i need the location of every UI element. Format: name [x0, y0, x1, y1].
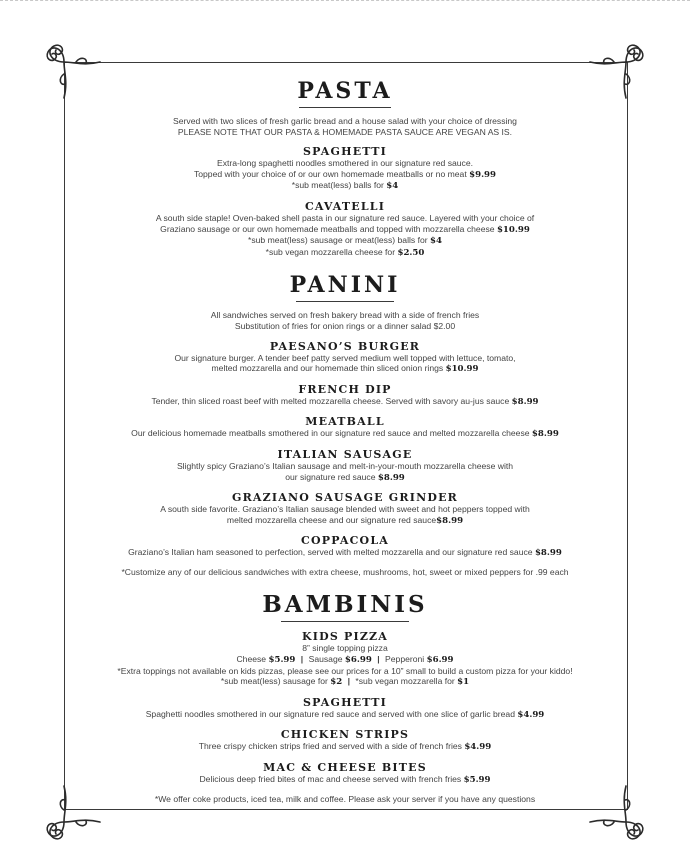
menu-item-description: [100, 353, 590, 375]
bambinis-section: [100, 591, 590, 804]
description-text: Spaghetti noodles smothered in our signature red sauce and served with one slice of garlic bread: [145, 708, 515, 719]
title-underline: [299, 107, 391, 108]
separator: |: [377, 654, 380, 665]
intro-line: All sandwiches served on fresh bakery bread with a side of french fries: [210, 310, 480, 321]
menu-item-name: GRAZIANO SAUSAGE GRINDER: [231, 491, 458, 505]
description-line: [100, 235, 590, 247]
description-line: A south side staple! Oven-baked shell pasta in our signature red sauce. Layered with your choice of: [155, 212, 535, 223]
option-label: Pepperoni: [385, 654, 425, 665]
description-text: Graziano’s Italian ham seasoned to perfection, served with melted mozzarella and our signature red sauce: [128, 547, 533, 558]
price: $8.99: [436, 515, 464, 526]
price: $1: [457, 677, 470, 688]
description-line: [100, 676, 590, 688]
price: $6.99: [344, 655, 372, 666]
description-text: Delicious deep fried bites of mac and cheese served with french fries: [199, 774, 462, 785]
menu-item-name: CAVATELLI: [304, 199, 386, 213]
page-edge-line: [0, 0, 690, 7]
price: $4.99: [464, 742, 492, 753]
menu-item-name: SPAGHETTI: [302, 695, 388, 709]
menu-item-name: MEATBALL: [305, 415, 385, 429]
price: $6.99: [426, 655, 454, 666]
menu-item-description: [100, 504, 590, 526]
menu-item-description: [100, 396, 590, 408]
price: $8.99: [511, 396, 539, 407]
scroll-flourish-icon: [586, 782, 650, 846]
price: $2: [330, 677, 343, 688]
description-line: [100, 247, 590, 259]
description-line: Extra-long spaghetti noodles smothered in our signature red sauce.: [216, 158, 474, 169]
section-title: BAMBINIS: [262, 591, 428, 619]
description-text: Tender, thin sliced roast beef with melted mozzarella cheese. Served with savory au-jus sauce: [151, 395, 510, 406]
title-underline: [281, 621, 409, 622]
description-text: *sub meat(less) sausage for: [220, 676, 328, 687]
panini-section: [100, 272, 590, 577]
description-text: *sub meat(less) balls for: [291, 180, 384, 191]
description-text: our signature red sauce: [285, 471, 376, 482]
description-line: [100, 363, 590, 375]
price: $8.99: [534, 548, 562, 559]
menu-item-name: ITALIAN SAUSAGE: [277, 447, 413, 461]
description-line: *Extra toppings not available on kids pizzas, please see our prices for a 10” small to build a custom pizza for your kiddo!: [117, 665, 573, 676]
description-text: *sub vegan mozzarella cheese for: [265, 246, 396, 257]
section-intro: [100, 116, 590, 137]
description-line: [100, 169, 590, 181]
menu-item-description: [100, 547, 590, 559]
price: $10.99: [496, 224, 530, 235]
description-line: [100, 774, 590, 786]
pizza-price-line: [100, 654, 590, 666]
menu-item-name: FRENCH DIP: [298, 382, 392, 396]
price: $10.99: [445, 364, 479, 375]
description-line: [100, 709, 590, 721]
description-line: [100, 741, 590, 753]
menu-item-name: KIDS PIZZA: [301, 630, 389, 644]
description-text: Topped with your choice of or our own homemade meatballs or no meat: [193, 168, 467, 179]
price: $4: [386, 181, 399, 192]
menu-item-name: MAC & CHEESE BITES: [263, 761, 427, 775]
price: $2.50: [397, 247, 425, 258]
description-line: [100, 515, 590, 527]
price: $9.99: [469, 169, 497, 180]
description-line: A south side favorite. Graziano’s Italian sausage blended with sweet and hot peppers topped with: [160, 504, 530, 515]
menu-item-description: [100, 213, 590, 258]
description-line: [100, 472, 590, 484]
menu-item-description: [100, 643, 590, 687]
menu-item-description: [100, 741, 590, 753]
description-text: melted mozzarella and our homemade thin sliced onion rings: [211, 363, 444, 374]
price: $8.99: [531, 429, 559, 440]
menu-item-name: CHICKEN STRIPS: [280, 728, 410, 742]
menu-item-name: COPPACOLA: [300, 534, 390, 548]
description-text: *sub vegan mozzarella for: [355, 676, 455, 687]
menu-item-description: [100, 461, 590, 483]
description-line: [100, 224, 590, 236]
price: $5.99: [268, 655, 296, 666]
separator: |: [347, 676, 351, 687]
scroll-flourish-icon: [40, 38, 104, 102]
section-intro: [100, 310, 590, 331]
section-title: PASTA: [297, 78, 393, 104]
menu-item-description: [100, 709, 590, 721]
menu-item-description: [100, 428, 590, 440]
section-title: PANINI: [289, 272, 401, 299]
description-text: Three crispy chicken strips fried and served with a side of french fries: [198, 741, 462, 752]
description-text: *sub meat(less) sausage or meat(less) balls for: [248, 235, 428, 246]
price: $5.99: [463, 775, 491, 786]
title-underline: [296, 301, 394, 302]
price: $8.99: [377, 472, 405, 483]
option-label: Cheese: [236, 654, 267, 665]
scroll-flourish-icon: [40, 782, 104, 846]
intro-line: Served with two slices of fresh garlic bread and a house salad with your choice of dressing: [173, 116, 517, 126]
description-text: melted mozzarella cheese and our signature red sauce: [226, 514, 437, 525]
scroll-flourish-icon: [586, 38, 650, 102]
intro-line: Substitution of fries for onion rings or a dinner salad $2.00: [234, 320, 456, 331]
description-line: Our signature burger. A tender beef patty served medium well topped with lettuce, tomato,: [174, 352, 516, 363]
menu-item-description: [100, 158, 590, 192]
section-footnote: *Customize any of our delicious sandwiches with extra cheese, mushrooms, hot, sweet or mixed peppers for .99 each: [121, 566, 569, 577]
description-line: [100, 547, 590, 559]
pasta-section: [100, 78, 590, 258]
intro-line: PLEASE NOTE THAT OUR PASTA & HOMEMADE PASTA SAUCE ARE VEGAN AS IS.: [177, 126, 513, 137]
description-text: Our delicious homemade meatballs smothered in our signature red sauce and melted mozzarella cheese: [131, 428, 530, 439]
price: $4: [430, 236, 442, 247]
section-footnote: *We offer coke products, iced tea, milk and coffee. Please ask your server if you have any questions: [154, 793, 536, 804]
separator: |: [300, 654, 304, 665]
menu-item-name: SPAGHETTI: [302, 145, 388, 159]
menu-item-name: PAESANO’S BURGER: [269, 339, 421, 353]
menu-item-description: [100, 774, 590, 786]
description-line: [100, 180, 590, 192]
description-text: Graziano sausage or our own homemade meatballs and topped with mozzarella cheese: [160, 223, 495, 234]
description-line: [100, 396, 590, 408]
menu-content: [100, 78, 590, 804]
option-label: Sausage: [308, 654, 343, 665]
description-line: Slightly spicy Graziano’s Italian sausage and melt-in-your-mouth mozzarella cheese with: [176, 460, 514, 471]
description-line: [100, 428, 590, 440]
price: $4.99: [517, 709, 545, 720]
description-line: 8” single topping pizza: [302, 643, 388, 654]
